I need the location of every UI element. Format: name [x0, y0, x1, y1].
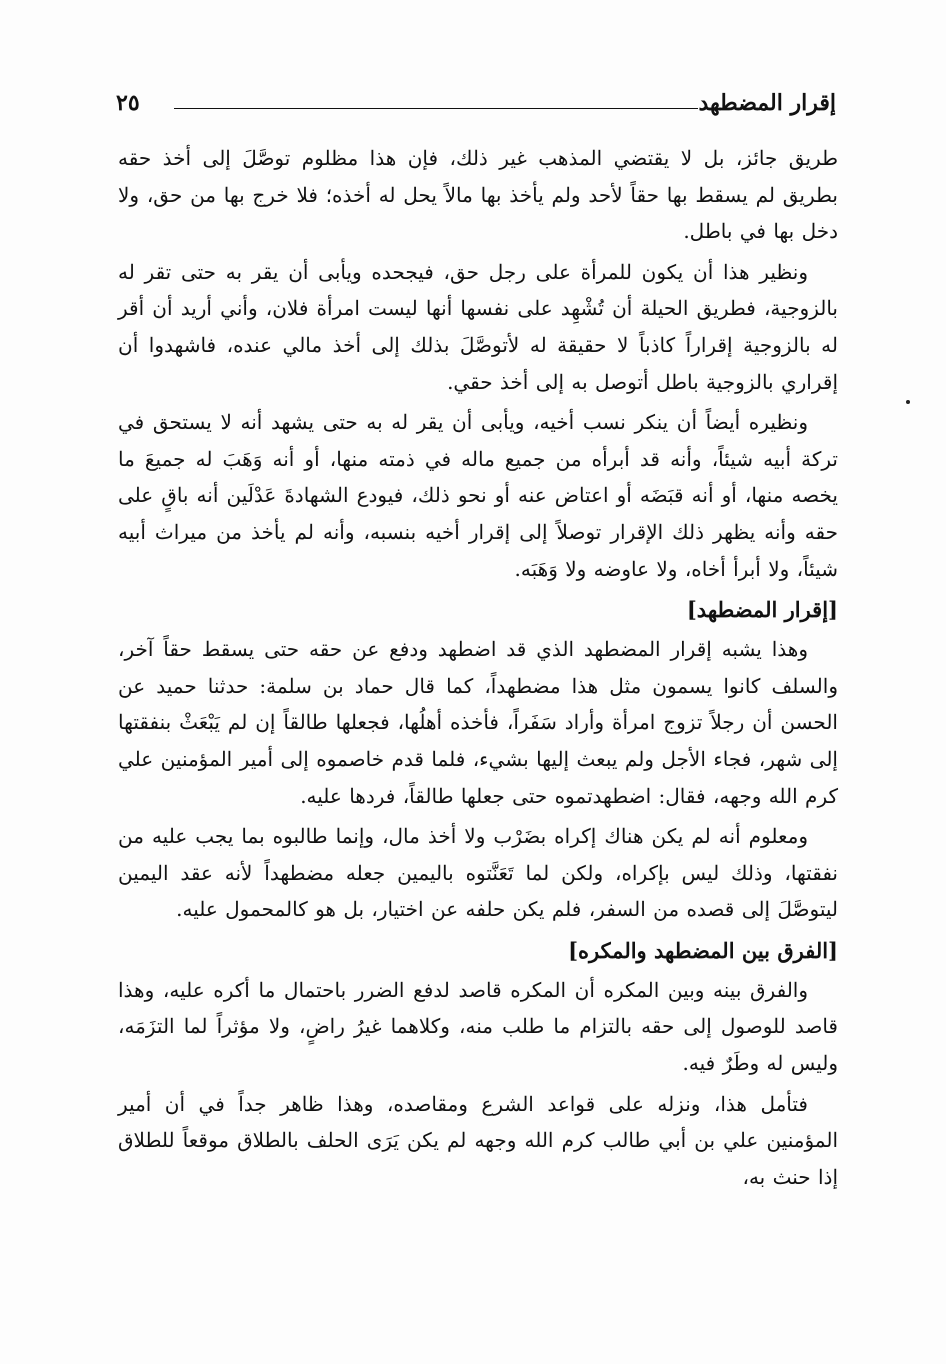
margin-dot	[906, 400, 910, 404]
paragraph-continuation: طريق جائز، بل لا يقتضي المذهب غير ذلك، فإن هذا مظلوم توصَّلَ إلى أخذ حقه بطريق لم يسقط بها حقاً لأحد ولم يأخذ بها مالاً يحل له أخذه؛ فلا خرج بها من حق، ولا دخل بها في باطل.	[118, 146, 838, 244]
section-heading: [الفرق بين المضطهد والمكره]	[568, 937, 838, 963]
section-heading: [إقرار المضطهد]	[686, 597, 838, 623]
running-title: إقرار المضطهد	[698, 90, 836, 116]
paragraph: ونظير هذا أن يكون للمرأة على رجل حق، فيجحده ويأبى أن يقر به حتى تقر له بالزوجية، فطريق الحيلة أن تُشْهِد على نفسها أنها ليست امرأة فلان، وأني أريد أن أقر له بالزوجية إقراراً كاذباً لا حقيقة له لأتوصَّلَ بذلك إلى أخذ مالي عنده، فاشهدوا أن إقراري بالزوجية باطل أتوصل به إلى أخذ حقي.	[118, 259, 838, 394]
paragraph: فتأمل هذا، ونزله على قواعد الشرع ومقاصده، وهذا ظاهر جداً في أن أمير المؤمنين علي بن أبي طالب كرم الله وجهه لم يكن يَرَى الحلف بالطلاق موقعاً للطلاق إذا حنث به،	[118, 1091, 838, 1189]
paragraph: ومعلوم أنه لم يكن هناك إكراه بضَرْب ولا أخذ مال، وإنما طالبوه بما يجب عليه من نفقتها، وذلك ليس بإكراه، ولكن لما تَعَنَّتوه باليمين جعله مضطهداً لأنه عقد اليمين ليتوصَّلَ إلى قصده من السفر، فلم يكن حلفه عن اختيار، بل هو كالمحمول عليه.	[118, 824, 838, 922]
paragraph: والفرق بينه وبين المكره أن المكره قاصد لدفع الضرر باحتمال ما أكره عليه، وهذا قاصد للوصول إلى حقه بالتزام ما طلب منه، وكلاهما غيرُ راضٍ، ولا مؤثراً لما التزَمَه، وليس له وطَرٌ فيه.	[118, 977, 838, 1076]
page-body	[118, 140, 838, 1199]
page-number: ٢٥	[116, 90, 140, 116]
page-header	[116, 86, 836, 120]
header-rule	[174, 108, 698, 109]
paragraph: ونظيره أيضاً أن ينكر نسب أخيه، ويأبى أن يقر له به حتى يشهد أنه لا يستحق في تركة أبيه شيئاً، وأنه قد أبرأه من جميع ماله في ذمته منها، أو أنه وَهَبَ له جميعَ ما يخصه منها، أو أنه قبَضَه أو اعتاض عنه أو نحو ذلك، فيودع الشهادةَ عَدْلَين أنه باقٍ على حقه وأنه يظهر ذلك الإقرار توصلاً إلى إقرار أخيه بنسبه، وأنه لم يأخذ من ميراث أبيه شيئاً، ولا أبرأ أخاه، ولا عاوضه ولا وَهَبَه.	[118, 410, 838, 581]
paragraph: وهذا يشبه إقرار المضطهد الذي قد اضطهد ودفع عن حقه حتى يسقط حقاً آخر، والسلف كانوا يسمون مثل هذا مضطهداً، كما قال حماد بن سلمة: حدثنا حميد عن الحسن أن رجلاً تزوج امرأة وأراد سَفَراً، فأخذه أهلُها، فجعلها طالقاً إن لم يَبْعَثْ بنفقتها إلى شهر، فجاء الأجل ولم يبعث إليها بشيء، فلما قدم خاصموه إلى أمير المؤمنين علي كرم الله وجهه، فقال: اضطهدتموه حتى جعلها طالقاً، فردها عليه.	[118, 637, 838, 808]
